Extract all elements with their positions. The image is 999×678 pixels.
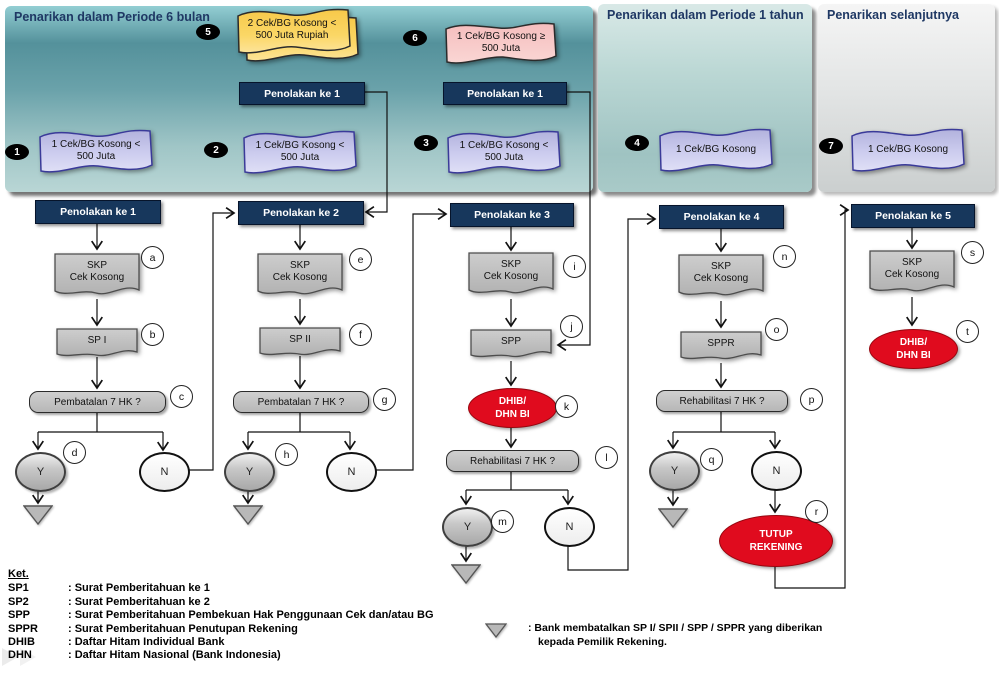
step-letter-n: n xyxy=(773,245,796,268)
legend-title: Ket. xyxy=(8,568,29,580)
skp-doc-5-label: SKP Cek Kosong xyxy=(884,256,940,280)
step-letter-t: t xyxy=(956,320,979,343)
skp-doc-2-label: SKP Cek Kosong xyxy=(272,259,328,283)
skp-doc-2 xyxy=(257,253,343,299)
step-letter-q: q xyxy=(700,448,723,471)
step-letter-c: c xyxy=(170,385,193,408)
legend-term: SP1 xyxy=(8,582,29,595)
skp-doc-1-label: SKP Cek Kosong xyxy=(69,259,125,283)
sp2-doc xyxy=(259,327,341,358)
step-letter-g: g xyxy=(373,388,396,411)
step-letter-d: d xyxy=(63,441,86,464)
legend-row-dhib xyxy=(8,636,434,649)
yes-oval-4: Y xyxy=(649,451,700,491)
step-number-6: 6 xyxy=(403,30,427,46)
no-oval-3: N xyxy=(544,507,595,547)
yes-oval-1: Y xyxy=(15,452,66,492)
legend-def: : Daftar Hitam Nasional (Bank Indonesia) xyxy=(68,649,281,662)
rejection-box-3: Penolakan ke 3 xyxy=(450,203,574,227)
step-letter-o: o xyxy=(765,318,788,341)
doc-2-cek-bg-lt-500 xyxy=(240,126,360,178)
doc-7-label: 1 Cek/BG Kosong xyxy=(867,143,949,155)
spp-doc-label: SPP xyxy=(500,335,521,347)
rejection-box-4: Penolakan ke 4 xyxy=(659,205,784,229)
legend-row-sp1 xyxy=(8,582,434,595)
rejection-box-5: Penolakan ke 5 xyxy=(851,204,975,228)
sp1-doc-label: SP I xyxy=(87,334,107,346)
decision-rehabilitasi-4: Rehabilitasi 7 HK ? xyxy=(656,390,788,412)
legend-row-dhn xyxy=(8,649,434,662)
step-number-7: 7 xyxy=(819,138,843,154)
sppr-doc-label: SPPR xyxy=(707,337,735,349)
step-letter-p: p xyxy=(800,388,823,411)
yes-oval-3: Y xyxy=(442,507,493,547)
step-letter-f: f xyxy=(349,323,372,346)
step-number-5: 5 xyxy=(196,24,220,40)
decision-pembatalan-1: Pembatalan 7 HK ? xyxy=(29,391,166,413)
rejection-box-top-1: Penolakan ke 1 xyxy=(239,82,365,105)
tutup-rekening-oval: TUTUP REKENING xyxy=(719,515,833,567)
doc-5-2-cek-bg-lt-500 xyxy=(234,4,364,70)
step-letter-i: i xyxy=(563,255,586,278)
decision-rehabilitasi-3: Rehabilitasi 7 HK ? xyxy=(446,450,579,472)
yes-oval-2: Y xyxy=(224,452,275,492)
cancel-triangle-4 xyxy=(658,508,688,533)
legend-def: : Daftar Hitam Individual Bank xyxy=(68,636,225,649)
skp-doc-3-label: SKP Cek Kosong xyxy=(483,258,539,282)
dhib-dhn-oval-3: DHIB/ DHN BI xyxy=(468,388,557,428)
doc-1-cek-bg-lt-500 xyxy=(36,125,156,177)
band-period-1-year-title: Penarikan dalam Periode 1 tahun xyxy=(607,8,804,22)
doc-4-label: 1 Cek/BG Kosong xyxy=(675,143,757,155)
band-subsequent-withdrawal-title: Penarikan selanjutnya xyxy=(827,8,960,22)
legend-term: SPPR xyxy=(8,622,38,635)
step-letter-k: k xyxy=(555,395,578,418)
skp-doc-4-label: SKP Cek Kosong xyxy=(693,260,749,284)
cancel-triangle-1 xyxy=(23,505,53,530)
legend-def: : Surat Pemberitahuan Penutupan Rekening xyxy=(68,622,298,635)
cancel-triangle-2 xyxy=(233,505,263,530)
legend-def: : Surat Pemberitahuan ke 1 xyxy=(68,582,210,595)
rejection-box-2: Penolakan ke 2 xyxy=(238,201,364,225)
legend-row-sp2 xyxy=(8,596,434,609)
spp-doc xyxy=(470,329,552,360)
step-number-3: 3 xyxy=(414,135,438,151)
legend-row-spp xyxy=(8,609,434,622)
step-letter-h: h xyxy=(275,443,298,466)
sppr-doc xyxy=(680,331,762,362)
cancel-triangle-3 xyxy=(451,564,481,589)
note-line-2: kepada Pemilik Rekening. xyxy=(538,635,667,648)
doc-6-cek-bg-ge-500 xyxy=(442,18,560,68)
note-triangle-icon xyxy=(485,623,507,643)
doc-5-label: 2 Cek/BG Kosong < 500 Juta Rupiah xyxy=(247,17,337,41)
note-text xyxy=(528,622,822,649)
rejection-box-top-2: Penolakan ke 1 xyxy=(443,82,567,105)
doc-3-label: 1 Cek/BG Kosong < 500 Juta xyxy=(459,139,549,163)
step-letter-m: m xyxy=(491,510,514,533)
band-period-6-months-title: Penarikan dalam Periode 6 bulan xyxy=(14,10,210,24)
no-oval-1: N xyxy=(139,452,190,492)
step-letter-l: l xyxy=(595,446,618,469)
step-number-1: 1 xyxy=(5,144,29,160)
legend-def: : Surat Pemberitahuan Pembekuan Hak Penggunaan Cek dan/atau BG xyxy=(68,609,434,622)
legend xyxy=(8,568,434,663)
step-letter-b: b xyxy=(141,323,164,346)
doc-6-label: 1 Cek/BG Kosong ≥ 500 Juta xyxy=(456,30,546,54)
sp2-doc-label: SP II xyxy=(289,333,311,345)
doc-2-label: 1 Cek/BG Kosong < 500 Juta xyxy=(255,139,345,163)
legend-term: SPP xyxy=(8,609,31,622)
step-letter-j: j xyxy=(560,315,583,338)
skp-doc-1 xyxy=(54,253,140,299)
step-letter-s: s xyxy=(961,241,984,264)
sp1-doc xyxy=(56,328,138,359)
doc-7-cek-bg-kosong xyxy=(848,124,968,176)
legend-term: SP2 xyxy=(8,595,29,608)
dhib-dhn-oval-5: DHIB/ DHN BI xyxy=(869,329,958,369)
no-oval-2: N xyxy=(326,452,377,492)
rejection-box-1: Penolakan ke 1 xyxy=(35,200,161,224)
legend-term: DHN xyxy=(8,649,32,662)
step-letter-e: e xyxy=(349,248,372,271)
step-number-2: 2 xyxy=(204,142,228,158)
legend-def: : Surat Pemberitahuan ke 2 xyxy=(68,595,210,608)
legend-term: DHIB xyxy=(8,636,35,649)
doc-4-cek-bg-kosong xyxy=(656,124,776,176)
step-number-4: 4 xyxy=(625,135,649,151)
legend-row-sppr xyxy=(8,623,434,636)
note-line-1: : Bank membatalkan SP I/ SPII / SPP / SPPR yang diberikan xyxy=(528,622,823,634)
skp-doc-5 xyxy=(869,250,955,296)
doc-1-label: 1 Cek/BG Kosong < 500 Juta xyxy=(51,138,141,162)
doc-3-cek-bg-lt-500 xyxy=(444,126,564,178)
skp-doc-3 xyxy=(468,252,554,298)
no-oval-4: N xyxy=(751,451,802,491)
decision-pembatalan-2: Pembatalan 7 HK ? xyxy=(233,391,369,413)
skp-doc-4 xyxy=(678,254,764,300)
step-letter-r: r xyxy=(805,500,828,523)
step-letter-a: a xyxy=(141,246,164,269)
